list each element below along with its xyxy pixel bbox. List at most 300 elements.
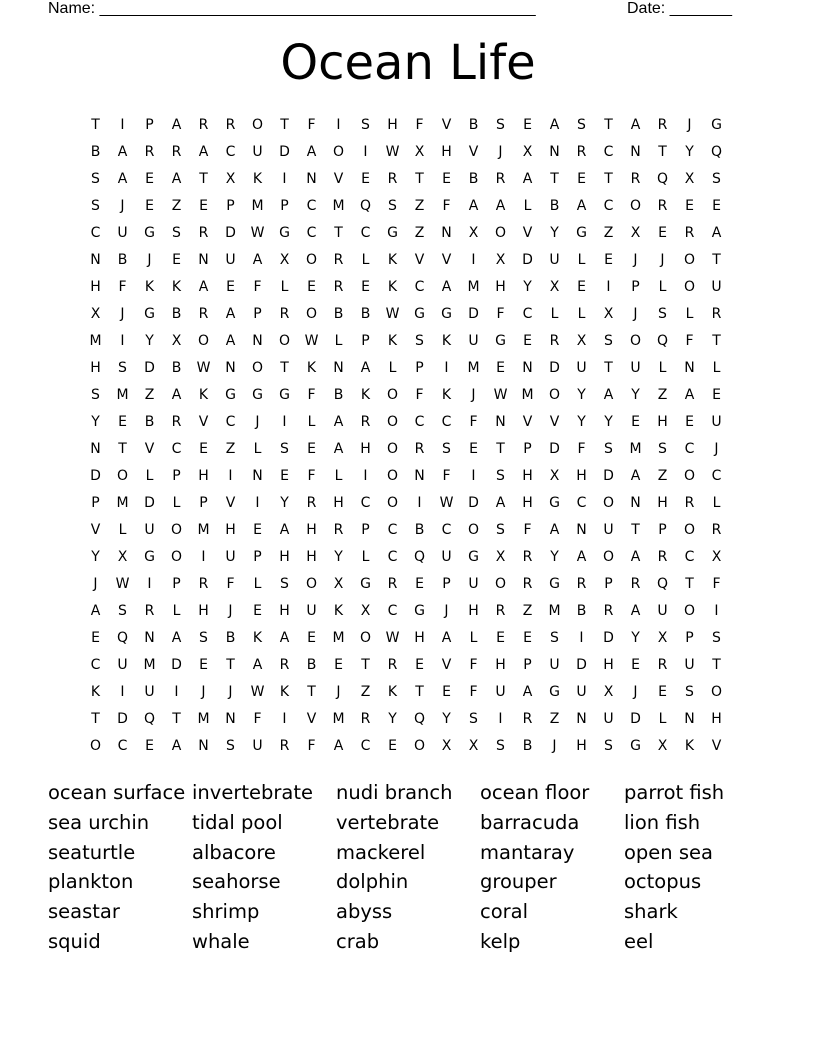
grid-letter: F [442,198,451,214]
grid-letter: A [90,603,101,619]
grid-letter: E [577,279,586,295]
grid-letter: O [251,360,264,376]
grid-letter: H [198,603,209,619]
word-bank-item: shark [624,900,678,924]
grid-letter: R [333,279,344,295]
grid-letter: D [630,711,641,727]
grid-letter: B [468,117,479,133]
grid-letter: T [712,252,721,268]
grid-letter: T [496,441,505,457]
grid-letter: L [523,198,532,214]
grid-letter: S [226,738,235,754]
grid-letter: P [631,279,640,295]
grid-row [82,193,738,220]
grid-letter: A [171,387,182,403]
grid-letter: Y [577,387,586,403]
grid-letter: E [172,252,181,268]
grid-letter: P [523,441,532,457]
grid-letter: E [145,738,154,754]
word-bank-item: plankton [48,870,134,894]
word-bank-item: sea urchin [48,810,150,834]
grid-letter: B [117,252,128,268]
grid-letter: L [253,441,262,457]
grid-row [82,355,738,382]
grid-letter: T [712,657,721,673]
grid-letter: E [361,171,370,187]
grid-letter: Q [656,576,669,592]
grid-letter: R [630,576,641,592]
grid-letter: E [118,414,127,430]
grid-letter: Q [359,198,372,214]
grid-letter: D [279,144,290,160]
grid-letter: L [253,576,262,592]
grid-letter: S [91,387,100,403]
grid-letter: C [90,657,101,673]
grid-letter: A [711,225,722,241]
word-bank-item: albacore [192,840,276,864]
grid-letter: D [144,360,155,376]
grid-letter: S [442,441,451,457]
grid-letter: F [226,576,235,592]
grid-row [82,409,738,436]
grid-letter: T [172,711,181,727]
grid-letter: K [387,684,398,700]
grid-letter: S [550,630,559,646]
word-bank-item: seastar [48,900,120,924]
grid-letter: A [495,198,506,214]
word-bank [48,778,768,957]
grid-letter: H [279,549,290,565]
grid-letter: R [333,522,344,538]
grid-letter: M [251,198,264,214]
word-bank-item: barracuda [480,810,580,834]
grid-letter: W [250,225,265,241]
grid-letter: C [387,522,398,538]
grid-letter: L [334,468,343,484]
grid-letter: X [333,576,344,592]
grid-letter: Z [603,225,614,241]
grid-letter: L [361,549,370,565]
grid-letter: E [199,198,208,214]
grid-letter: N [252,333,263,349]
grid-letter: A [630,549,641,565]
grid-letter: A [117,171,128,187]
grid-letter: G [252,387,263,403]
grid-letter: N [225,360,236,376]
grid-letter: T [280,360,289,376]
grid-letter: L [172,603,181,619]
grid-letter: Q [143,711,156,727]
grid-letter: L [685,306,694,322]
grid-letter: G [144,549,155,565]
grid-letter: Q [116,630,129,646]
date-field: Date: _______ [627,0,732,17]
grid-letter: S [280,576,289,592]
grid-letter: H [279,603,290,619]
word-bank-item: kelp [480,929,521,953]
grid-letter: U [603,711,614,727]
grid-letter: R [522,549,533,565]
grid-letter: F [253,279,262,295]
grid-letter: G [549,495,560,511]
grid-letter: A [306,144,317,160]
word-bank-item: vertebrate [336,810,440,834]
grid-row [82,679,738,706]
grid-letter: C [441,522,452,538]
grid-letter: I [498,711,503,727]
grid-letter: A [198,279,209,295]
name-field: Name: _________________________________________________ [48,0,536,17]
grid-letter: R [171,414,182,430]
grid-letter: V [306,711,317,727]
grid-letter: N [198,738,209,754]
grid-letter: N [495,414,506,430]
word-bank-item: mackerel [336,840,426,864]
word-bank-item: dolphin [336,870,409,894]
header [48,0,748,20]
grid-letter: Z [414,198,425,214]
word-bank-item: tidal pool [192,810,283,834]
grid-letter: H [495,279,506,295]
grid-row [82,598,738,625]
grid-letter: R [522,576,533,592]
grid-letter: Y [145,333,154,349]
grid-letter: V [333,171,344,187]
grid-letter: F [496,306,505,322]
word-bank-item: seahorse [192,870,281,894]
grid-letter: T [91,117,100,133]
grid-letter: Y [388,711,397,727]
grid-letter: N [252,468,263,484]
grid-letter: P [172,576,181,592]
grid-letter: S [685,684,694,700]
grid-row [82,382,738,409]
grid-letter: A [441,630,452,646]
grid-letter: W [115,576,130,592]
grid-letter: I [255,495,260,511]
grid-letter: P [658,522,667,538]
grid-letter: R [495,603,506,619]
grid-letter: I [228,468,233,484]
grid-letter: E [442,684,451,700]
grid-letter: P [523,657,532,673]
grid-letter: U [225,252,236,268]
grid-letter: I [147,576,152,592]
grid-letter: B [144,414,155,430]
grid-letter: A [333,414,344,430]
grid-letter: V [90,522,101,538]
grid-letter: Y [523,279,532,295]
grid-letter: C [90,225,101,241]
grid-letter: H [495,657,506,673]
grid-letter: C [684,441,695,457]
grid-letter: L [172,495,181,511]
grid-letter: N [684,360,695,376]
grid-letter: J [255,414,260,430]
grid-letter: S [469,711,478,727]
grid-letter: L [577,252,586,268]
grid-letter: G [630,738,641,754]
grid-letter: F [415,387,424,403]
grid-letter: P [361,333,370,349]
grid-letter: Y [604,414,613,430]
grid-letter: F [469,657,478,673]
grid-letter: L [550,306,559,322]
grid-letter: E [388,738,397,754]
grid-letter: R [387,657,398,673]
grid-letter: A [171,738,182,754]
grid-letter: G [279,387,290,403]
grid-letter: A [252,252,263,268]
grid-letter: I [417,495,422,511]
grid-letter: Y [550,549,559,565]
grid-letter: M [332,711,345,727]
grid-letter: R [333,252,344,268]
grid-letter: V [225,495,236,511]
grid-letter: N [549,144,560,160]
grid-letter: C [306,225,317,241]
grid-letter: N [630,144,641,160]
grid-letter: V [522,414,533,430]
grid-letter: J [228,684,233,700]
grid-letter: N [576,711,587,727]
grid-letter: O [386,468,399,484]
grid-letter: O [305,306,318,322]
grid-letter: O [683,522,696,538]
grid-letter: N [90,441,101,457]
grid-letter: T [415,684,424,700]
grid-letter: O [89,738,102,754]
grid-letter: H [657,495,668,511]
grid-letter: B [414,522,425,538]
grid-letter: X [576,333,587,349]
grid-letter: E [523,333,532,349]
grid-letter: L [469,630,478,646]
grid-letter: O [494,576,507,592]
grid-letter: I [714,603,719,619]
word-bank-item: coral [480,900,529,924]
grid-letter: X [360,603,371,619]
grid-letter: O [116,468,129,484]
grid-letter: E [307,279,316,295]
grid-letter: W [385,306,400,322]
grid-letter: S [496,117,505,133]
grid-letter: G [279,225,290,241]
grid-letter: I [120,684,125,700]
word-bank-item: nudi branch [336,781,453,804]
grid-letter: A [279,630,290,646]
grid-letter: F [469,414,478,430]
grid-letter: N [306,171,317,187]
grid-letter: J [444,603,449,619]
grid-letter: L [361,252,370,268]
grid-letter: I [444,360,449,376]
grid-letter: E [658,684,667,700]
grid-letter: R [684,495,695,511]
grid-letter: I [606,279,611,295]
grid-letter: T [334,225,343,241]
grid-letter: I [120,333,125,349]
grid-letter: M [332,198,345,214]
page-title: Ocean Life [280,35,536,91]
grid-letter: D [522,252,533,268]
grid-letter: A [522,171,533,187]
grid-letter: V [711,738,722,754]
grid-letter: E [415,657,424,673]
grid-letter: E [280,468,289,484]
grid-letter: Y [631,387,640,403]
grid-letter: R [711,306,722,322]
word-bank-item: open sea [624,840,713,864]
grid-letter: D [603,630,614,646]
grid-row [82,112,738,139]
grid-letter: R [279,738,290,754]
grid-letter: S [172,225,181,241]
grid-letter: J [498,144,503,160]
grid-letter: I [282,414,287,430]
grid-letter: L [658,711,667,727]
grid-letter: I [201,549,206,565]
grid-letter: I [174,684,179,700]
grid-letter: D [117,711,128,727]
grid-letter: E [199,441,208,457]
grid-letter: A [225,333,236,349]
grid-letter: W [439,495,454,511]
grid-letter: X [603,306,614,322]
grid-letter: C [603,144,614,160]
grid-letter: N [684,711,695,727]
grid-letter: A [441,279,452,295]
grid-letter: Q [413,711,426,727]
grid-letter: R [387,576,398,592]
grid-letter: V [468,144,479,160]
grid-letter: U [576,684,587,700]
grid-letter: I [282,171,287,187]
grid-letter: L [658,279,667,295]
grid-letter: A [630,117,641,133]
grid-letter: A [333,441,344,457]
grid-letter: R [198,576,209,592]
grid-letter: Z [657,468,668,484]
grid-letter: R [414,441,425,457]
grid-letter: S [604,333,613,349]
grid-letter: Y [631,630,640,646]
grid-letter: C [684,549,695,565]
grid-letter: A [630,468,641,484]
grid-letter: A [549,522,560,538]
grid-letter: N [198,252,209,268]
grid-letter: S [199,630,208,646]
grid-row [82,139,738,166]
word-bank-item: invertebrate [192,781,313,804]
grid-row [82,463,738,490]
grid-letter: C [171,441,182,457]
grid-letter: I [336,117,341,133]
grid-letter: C [387,603,398,619]
grid-letter: U [468,576,479,592]
grid-letter: S [712,171,721,187]
grid-letter: T [361,657,370,673]
grid-letter: Y [550,225,559,241]
grid-letter: Q [710,144,723,160]
grid-letter: M [629,441,642,457]
grid-letter: V [441,657,452,673]
grid-letter: E [496,360,505,376]
grid-letter: O [683,252,696,268]
grid-letter: I [120,117,125,133]
grid-letter: H [90,279,101,295]
grid-letter: T [658,144,667,160]
grid-letter: E [604,252,613,268]
grid-letter: K [387,252,398,268]
grid-letter: H [522,495,533,511]
grid-letter: F [415,117,424,133]
word-bank-item: ocean surface [48,781,186,804]
grid-letter: O [359,630,372,646]
grid-letter: P [145,117,154,133]
word-bank-item: parrot fish [624,781,725,804]
grid-letter: W [304,333,319,349]
grid-letter: U [711,279,722,295]
grid-letter: R [144,144,155,160]
grid-letter: S [577,117,586,133]
grid-letter: U [144,522,155,538]
grid-letter: A [171,117,182,133]
grid-letter: X [90,306,101,322]
grid-letter: O [683,279,696,295]
grid-letter: V [144,441,155,457]
grid-letter: Q [656,333,669,349]
grid-letter: C [360,495,371,511]
grid-letter: T [307,684,316,700]
grid-letter: T [118,441,127,457]
grid-row [82,571,738,598]
grid-letter: J [633,252,638,268]
grid-letter: E [469,441,478,457]
grid-letter: V [522,225,533,241]
word-bank-item: squid [48,929,101,953]
grid-letter: D [144,495,155,511]
grid-letter: G [144,225,155,241]
grid-row [82,652,738,679]
grid-letter: O [170,549,183,565]
grid-letter: I [363,144,368,160]
grid-letter: L [388,360,397,376]
grid-letter: M [521,387,534,403]
grid-letter: M [89,333,102,349]
grid-letter: C [225,144,236,160]
grid-letter: X [495,549,506,565]
grid-letter: G [549,684,560,700]
word-bank-item: eel [624,929,654,953]
grid-letter: C [360,738,371,754]
grid-letter: W [493,387,508,403]
grid-letter: K [306,360,317,376]
grid-letter: H [522,468,533,484]
grid-letter: E [415,576,424,592]
grid-letter: F [307,117,316,133]
grid-letter: D [468,306,479,322]
grid-letter: W [196,360,211,376]
grid-letter: H [468,603,479,619]
grid-letter: B [522,738,533,754]
grid-letter: J [93,576,98,592]
grid-letter: H [576,738,587,754]
grid-letter: X [441,738,452,754]
grid-letter: Y [577,414,586,430]
grid-letter: F [685,333,694,349]
grid-letter: A [495,495,506,511]
